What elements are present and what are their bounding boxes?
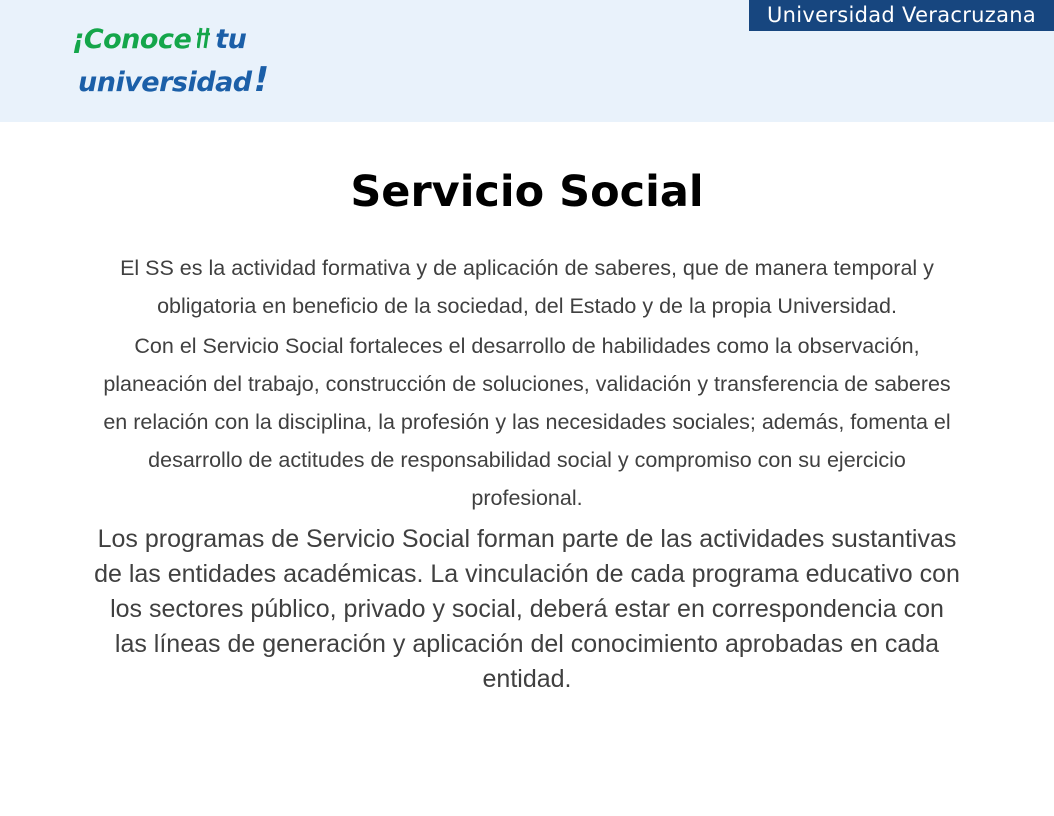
paragraph-programs: Los programas de Servicio Social forman parte de las actividades sustantivas de las entidades académicas. La vinculación de cada programa educativo con los sectores público, privado y social, deberá estar en correspondencia con las líneas de generación y aplicación del conocimiento aprobadas en cada entidad. — [94, 525, 960, 693]
institution-banner: Universidad Veracruzana — [749, 0, 1054, 31]
logo-conoce-text: ¡Conoce — [72, 24, 192, 55]
slide-title: Servicio Social — [350, 167, 704, 217]
logo-line-2 — [78, 60, 269, 100]
logo-line-1 — [72, 24, 246, 55]
paragraph-definition: El SS es la actividad formativa y de aplicación de saberes, que de manera temporal y obligatoria en beneficio de la sociedad, del Estado y de la propia Universidad. — [120, 256, 934, 318]
paragraph-skills: Con el Servicio Social fortaleces el desarrollo de habilidades como la observación, planeación del trabajo, construcción de soluciones, validación y transferencia de saberes en relación con la disciplina, la profesión y las necesidades sociales; además, fomenta el desarrollo de actitudes de responsabilidad social y compromiso con su ejercicio profesional. — [103, 334, 951, 510]
logo-ticks-icon — [197, 25, 211, 47]
logo-exclaim-text: ! — [253, 60, 269, 100]
logo-tu-text: tu — [215, 24, 247, 55]
conoce-tu-universidad-logo — [72, 24, 302, 98]
logo-universidad-text: universidad — [78, 67, 252, 98]
slide-body — [92, 249, 962, 697]
